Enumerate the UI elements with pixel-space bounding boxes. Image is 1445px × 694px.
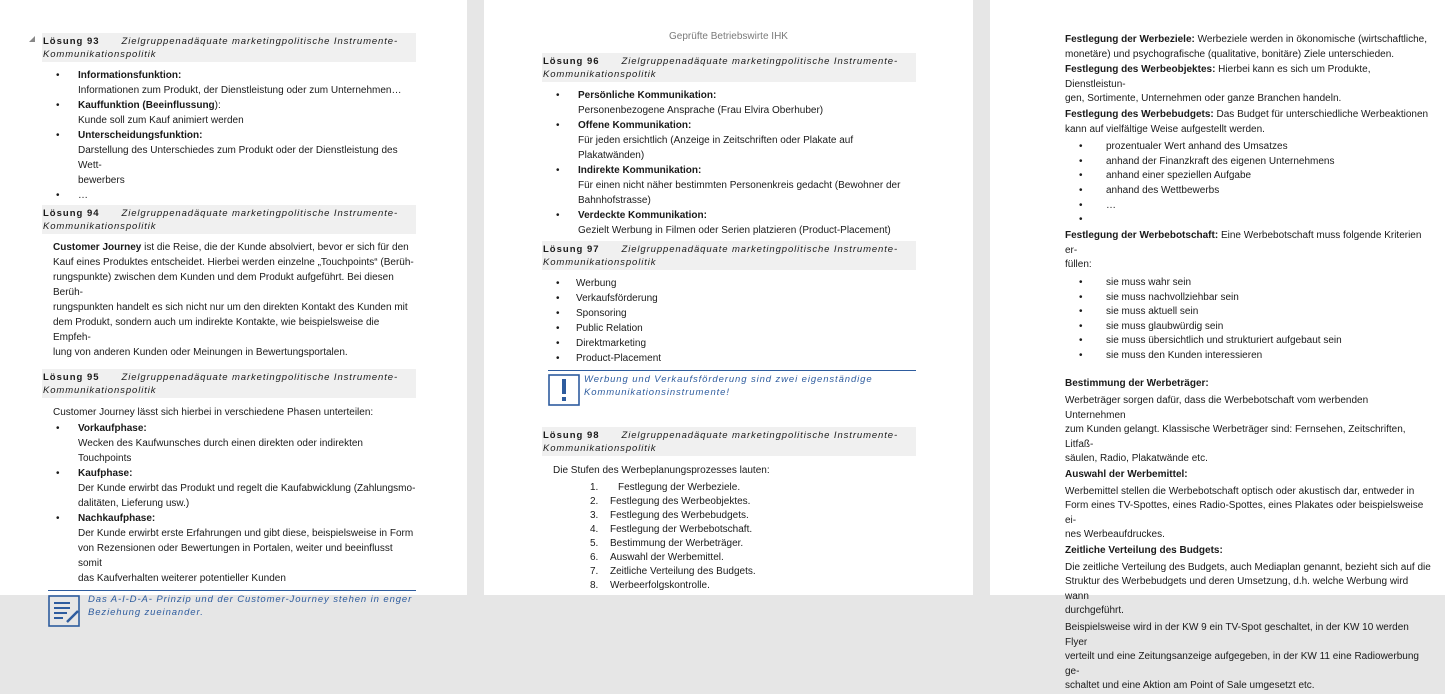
list-item	[1065, 213, 1431, 228]
list-item: • Direktmarketing	[542, 336, 916, 351]
page-header: Geprüfte Betriebswirte IHK	[669, 31, 788, 42]
page3-content	[1065, 33, 1431, 694]
list-item: 8. Werbeerfolgskontrolle.	[590, 580, 710, 591]
communication-list	[542, 88, 916, 238]
list-item: • prozentualer Wert anhand des Umsatzes	[1065, 140, 1431, 155]
phase-list	[42, 421, 416, 586]
list-item: • sie muss glaubwürdig sein	[1065, 320, 1431, 335]
document-page-3	[990, 0, 1445, 692]
werbeobjekt-paragraph: Festlegung des Werbeobjektes: Hierbei kann es sich um Produkte, Dienstleistun- gen, Sortimente, Unternehmen oder ganze Branchen handeln.	[1065, 64, 1371, 105]
list-item: 1. Festlegung der Werbeziele.	[590, 482, 741, 493]
list-item: • Vorkaufphase: Wecken des Kaufwunsches durch einen direkten oder indirekten Touchpoints	[42, 421, 416, 466]
werbetraeger-paragraph: Werbeträger sorgen dafür, dass die Werbebotschaft vom werbenden Unternehmen zum Kunden gelangt. Klassische Werbeträger sind: Fernsehen, Zeitschriften, Litfaß- säulen, Radio, Plakatwände etc.	[1065, 395, 1406, 465]
list-item: • Werbung	[542, 276, 916, 291]
steps-intro: Die Stufen des Werbeplanungsprozesses lauten:	[553, 465, 770, 476]
list-item: • Offene Kommunikation: Für jeden ersichtlich (Anzeige in Zeitschriften oder Plakate auf Plakatwänden)	[542, 118, 916, 163]
page1-content	[42, 33, 416, 632]
list-item: • Informationsfunktion: Informationen zum Produkt, der Dienstleistung oder zum Unternehmen…	[42, 68, 416, 98]
werbemittel-heading: Auswahl der Werbemittel:	[1065, 469, 1188, 481]
budget-verteilung-heading: Zeitliche Verteilung des Budgets:	[1065, 545, 1223, 556]
example-paragraph: Beispielsweise wird in der KW 9 ein TV-Spot geschaltet, in der KW 10 werden Flyer verteilt und eine Zeitungsanzeige aufgegeben, in der KW 11 eine Radiowerbung ge- schaltet und eine Aktion am Point of Sale umgesetzt etc.	[1065, 621, 1419, 692]
exclamation-icon	[548, 374, 580, 411]
phase-intro: Customer Journey lässt sich hierbei in verschiedene Phasen unterteilen:	[53, 407, 374, 418]
solution-heading-96: Lösung 96 Zielgruppenadäquate marketingpolitische Instrumente- Kommunikationspolitik	[542, 53, 916, 82]
document-note-icon	[48, 595, 82, 632]
list-item: 4. Festlegung der Werbebotschaft.	[590, 524, 753, 535]
list-item: • …	[42, 188, 416, 203]
customer-journey-paragraph: Customer Journey ist die Reise, die der Kunde absolviert, bevor er sich für den Kauf eines Produktes entscheidet. Hierbei werden einzelne „Touchpoints“ (Berüh- rungspunkte) zwischen dem Kunden und dem Produkt aufgeführt. Bei diesen Berüh- rungspunkten handelt es sich nicht nur um den direkten Kontakt des Kunden mit dem Produkt, sondern auch um indirekte Kontakte, wie beispielsweise die Empfeh- lung von anderen Kunden oder Meinungen in Bewertungsportalen.	[53, 242, 414, 358]
solution-heading-98: Lösung 98 Zielgruppenadäquate marketingpolitische Instrumente- Kommunikationspolitik	[542, 427, 916, 456]
list-item: • Product-Placement	[542, 351, 916, 366]
budget-list	[1065, 140, 1431, 228]
list-item: • Kaufphase: Der Kunde erwirbt das Produkt und regelt die Kaufabwicklung (Zahlungsmo- dalitäten, Lieferung usw.)	[42, 466, 416, 511]
werbebotschaft-paragraph: Festlegung der Werbebotschaft: Eine Werbebotschaft muss folgende Kriterien er- füllen:	[1065, 230, 1422, 271]
list-item: • anhand der Finanzkraft des eigenen Unternehmens	[1065, 155, 1431, 170]
werbetraeger-heading: Bestimmung der Werbeträger:	[1065, 378, 1209, 390]
list-item: • anhand einer speziellen Aufgabe	[1065, 169, 1431, 184]
list-item: • Verkaufsförderung	[542, 291, 916, 306]
list-item: • Verdeckte Kommunikation: Gezielt Werbung in Filmen oder Serien platzieren (Product-Placement)	[542, 208, 916, 238]
werbemittel-paragraph: Werbemittel stellen die Werbebotschaft optisch oder akustisch dar, entweder in Form eines TV-Spottes, eines Radio-Spottes, eines Plakates oder beispielsweise ei- nes Werbeaufdruckes.	[1065, 485, 1424, 541]
budget-verteilung-paragraph: Die zeitliche Verteilung des Budgets, auch Mediaplan genannt, bezieht sich auf die Struktur des Werbebudgets und deren Umsetzung, d.h. welche Werbung wird wann durchgeführt.	[1065, 561, 1431, 617]
paragraph-marker-icon	[29, 36, 35, 42]
werbebudget-paragraph: Festlegung des Werbebudgets: Das Budget für unterschiedliche Werbeaktionen kann auf vielfältige Weise aufgestellt werden.	[1065, 108, 1429, 135]
page2-content	[542, 53, 916, 593]
list-item: • …	[1065, 199, 1431, 214]
list-item: • sie muss übersichtlich und strukturiert aufgebaut sein	[1065, 334, 1431, 349]
document-page-1	[0, 0, 467, 618]
list-item: • sie muss aktuell sein	[1065, 305, 1431, 320]
instrument-list	[542, 276, 916, 366]
list-item: • anhand des Wettbewerbs	[1065, 184, 1431, 199]
list-item: • Public Relation	[542, 321, 916, 336]
planning-steps-list	[542, 481, 916, 593]
list-item: 2. Festlegung des Werbeobjektes.	[590, 496, 751, 507]
solution-heading-93: Lösung 93 Zielgruppenadäquate marketingpolitische Instrumente- Kommunikationspolitik	[42, 33, 416, 62]
function-list	[42, 68, 416, 203]
list-item: 3. Festlegung des Werbebudgets.	[590, 510, 749, 521]
solution-heading-97: Lösung 97 Zielgruppenadäquate marketingpolitische Instrumente- Kommunikationspolitik	[542, 241, 916, 270]
info-note: Das A-I-D-A- Prinzip und der Customer-Journey stehen in enger Beziehung zueinander.	[48, 590, 416, 632]
solution-heading-94: Lösung 94 Zielgruppenadäquate marketingpolitische Instrumente- Kommunikationspolitik	[42, 205, 416, 234]
list-item: 5. Bestimmung der Werbeträger.	[590, 538, 744, 549]
list-item: • Nachkaufphase: Der Kunde erwirbt erste Erfahrungen und gibt diese, beispielsweise in Form von Rezensionen oder Bewertungen in Portalen, weiter und beeinflusst somit das Kaufverhalten weiterer potentieller Kunden	[42, 511, 416, 586]
document-page-2	[484, 0, 973, 595]
list-item: • sie muss nachvollziehbar sein	[1065, 291, 1431, 306]
list-item: • Persönliche Kommunikation: Personenbezogene Ansprache (Frau Elvira Oberhuber)	[542, 88, 916, 118]
criteria-list	[1065, 276, 1431, 364]
list-item: • sie muss wahr sein	[1065, 276, 1431, 291]
list-item: • sie muss den Kunden interessieren	[1065, 349, 1431, 364]
list-item: • Kauffunktion (Beeinflussung): Kunde soll zum Kauf animiert werden	[42, 98, 416, 128]
list-item: • Sponsoring	[542, 306, 916, 321]
list-item: 7. Zeitliche Verteilung des Budgets.	[590, 566, 756, 577]
werbeziele-paragraph: Festlegung der Werbeziele: Werbeziele werden in ökonomische (wirtschaftliche, monetäre) und psychografische (qualitative, bonitäre) Ziele unterschieden.	[1065, 34, 1427, 60]
warning-note: Werbung und Verkaufsförderung sind zwei eigenständige Kommunikationsinstrumente!	[548, 370, 916, 411]
list-item: • Unterscheidungsfunktion: Darstellung des Unterschiedes zum Produkt oder der Dienstleistung des Wett- bewerbers	[42, 128, 416, 188]
list-item: 6. Auswahl der Werbemittel.	[590, 552, 724, 563]
solution-heading-95: Lösung 95 Zielgruppenadäquate marketingpolitische Instrumente- Kommunikationspolitik	[42, 369, 416, 398]
list-item: • Indirekte Kommunikation: Für einen nicht näher bestimmten Personenkreis gedacht (Bewohner der Bahnhofstrasse)	[542, 163, 916, 208]
